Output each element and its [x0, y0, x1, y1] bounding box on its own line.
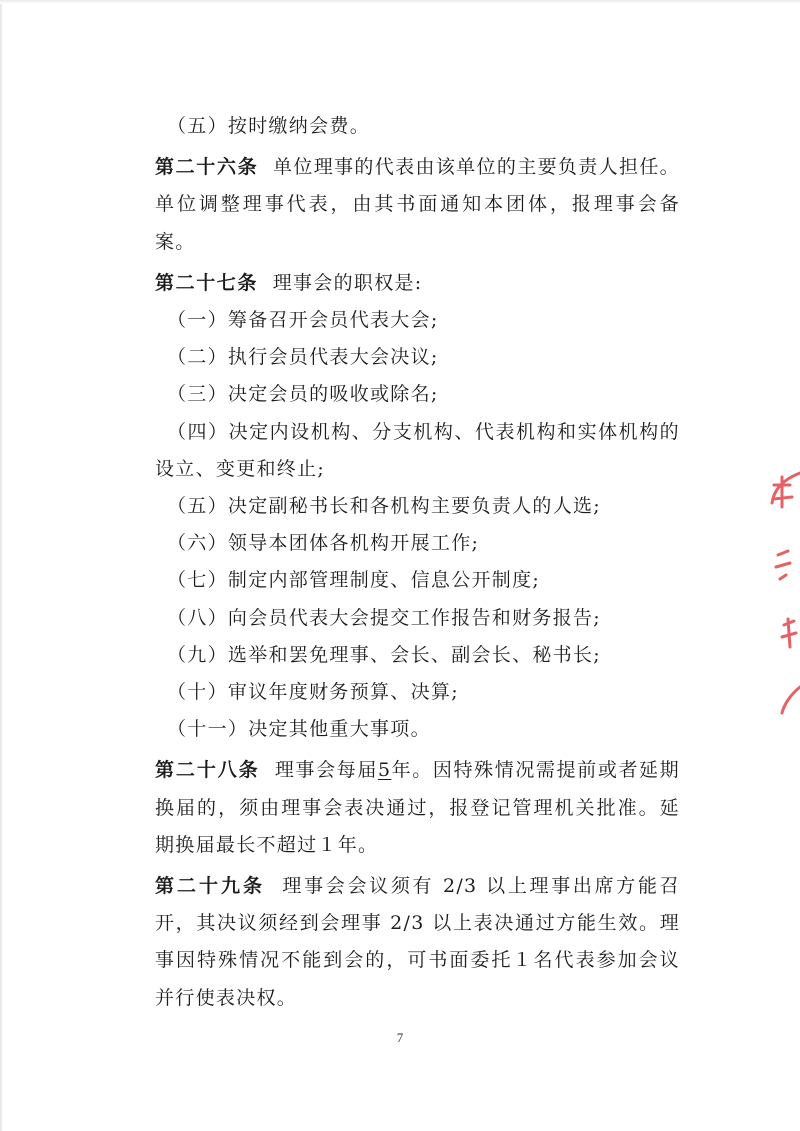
list-item: [155, 674, 680, 711]
list-item-text: （八）向会员代表大会提交工作报告和财务报告;: [167, 606, 602, 629]
list-item: [155, 376, 680, 413]
list-item-text: （十一）决定其他重大事项。: [167, 718, 431, 741]
list-item: [155, 525, 680, 562]
scan-edge-left: [0, 0, 3, 1131]
list-item: [155, 562, 680, 599]
list-item-text: （一）筹备召开会员代表大会;: [167, 309, 439, 332]
list-item-text: （四）决定内设机构、分支机构、代表机构和实体机构的设立、变更和终止;: [155, 420, 680, 480]
list-item-text: （七）制定内部管理制度、信息公开制度;: [167, 569, 541, 592]
article-heading: 第二十七条: [155, 271, 259, 294]
list-item-text: （六）领导本团体各机构开展工作;: [167, 532, 480, 555]
list-item-text: （二）执行会员代表大会决议;: [167, 346, 439, 369]
list-item-text: （三）决定会员的吸收或除名;: [167, 383, 439, 406]
scan-edge-top: [0, 0, 800, 4]
article-paragraph: [155, 149, 680, 261]
article-28-term-years: 5: [377, 759, 392, 782]
article-heading: 第二十六条: [155, 156, 259, 179]
list-item: [155, 108, 680, 145]
list-item: [155, 637, 680, 674]
document-body: [155, 108, 680, 1017]
article-28-paragraph: [155, 752, 680, 864]
article-29-paragraph: [155, 868, 680, 1017]
article-29-heading: 第二十九条: [155, 875, 265, 898]
article-text: 单位理事的代表由该单位的主要负责人担任。单位调整理事代表，由其书面通知本团体，报理事会备案。: [155, 156, 680, 253]
list-item-text: （五）决定副秘书长和各机构主要负责人的人选;: [167, 495, 602, 518]
article-text: 理事会的职权是:: [272, 271, 423, 294]
list-item: [155, 600, 680, 637]
list-item: [155, 488, 680, 525]
article-28-text-before: 理事会每届: [274, 759, 378, 782]
red-seal-fragment-icon: [760, 455, 800, 715]
list-item: [155, 302, 680, 339]
list-item-text: （五）按时缴纳会费。: [167, 115, 371, 137]
list-item: [155, 414, 680, 488]
article-paragraph: [155, 265, 680, 302]
article-28-text-after: 年。因特殊情况需提前或者延期换届的，须由理事会表决通过，报登记管理机关批准。延期换届最长不超过１年。: [155, 759, 680, 856]
page-number: 7: [396, 1030, 404, 1045]
list-item-text: （十）审议年度财务预算、决算;: [167, 681, 459, 704]
article-29-text: 理事会会议须有 2/3 以上理事出席方能召开，其决议须经到会理事 2/3 以上表决通过方能生效。理事因特殊情况不能到会的，可书面委托１名代表参加会议并行使表决权。: [155, 875, 680, 1009]
list-item-text: （九）选举和罢免理事、会长、副会长、秘书长;: [167, 643, 602, 666]
article-28-heading: 第二十八条: [155, 759, 260, 782]
list-item: [155, 711, 680, 748]
list-item: [155, 339, 680, 376]
paragraph-list: [155, 108, 680, 748]
